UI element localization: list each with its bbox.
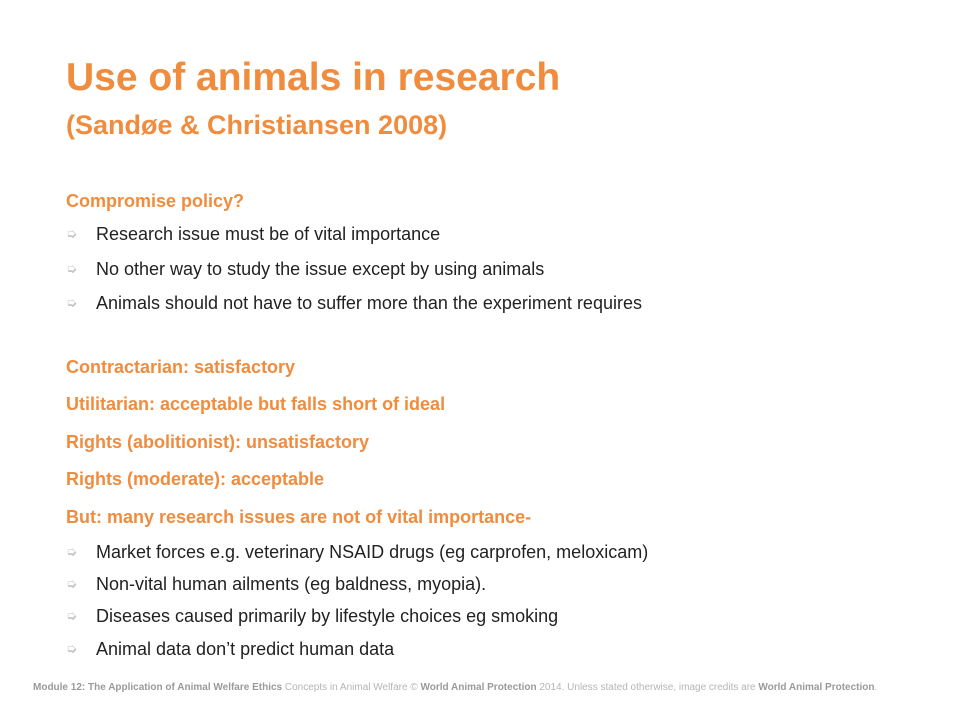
arrow-bullet-icon: ➭ [66, 608, 77, 623]
footer-credits: 2014. Unless stated otherwise, image credits are [536, 682, 759, 693]
arrow-bullet-icon: ➭ [66, 544, 77, 559]
footer-course: Concepts in Animal Welfare © [282, 682, 421, 693]
list-item-text: Non-vital human ailments (eg baldness, myopia). [96, 574, 487, 594]
slide-subtitle: (Sandøe & Christiansen 2008) [66, 110, 448, 140]
footer-org: World Animal Protection [420, 682, 537, 693]
slide-footer [33, 681, 877, 695]
list-item-text: Diseases caused primarily by lifestyle choices eg smoking [96, 606, 559, 626]
footer-module: Module 12: The Application of Animal Welfare Ethics [33, 682, 283, 693]
evaluation-contractarian: Contractarian: satisfactory [66, 357, 296, 377]
list-item-text: Animal data don’t predict human data [96, 639, 395, 659]
evaluation-utilitarian: Utilitarian: acceptable but falls short of ideal [66, 394, 446, 414]
list-item [66, 572, 486, 596]
list-item-text: Market forces e.g. veterinary NSAID drugs (eg carprofen, meloxicam) [96, 542, 649, 562]
arrow-bullet-icon: ➭ [66, 295, 77, 310]
list-item [66, 604, 558, 628]
arrow-bullet-icon: ➭ [66, 226, 77, 241]
section-heading-vital-importance: But: many research issues are not of vital importance- [66, 507, 532, 527]
list-item [66, 257, 544, 281]
list-item-text: Research issue must be of vital importance [96, 224, 441, 244]
list-item [66, 540, 648, 564]
footer-org-credit: World Animal Protection [758, 682, 875, 693]
arrow-bullet-icon: ➭ [66, 261, 77, 276]
list-item-text: Animals should not have to suffer more than the experiment requires [96, 293, 642, 313]
list-item [66, 222, 440, 246]
list-item-text: No other way to study the issue except by using animals [96, 259, 545, 279]
list-item [66, 637, 394, 661]
arrow-bullet-icon: ➭ [66, 641, 77, 656]
evaluation-rights-abolitionist: Rights (abolitionist): unsatisfactory [66, 432, 370, 452]
footer-end: . [874, 682, 878, 693]
section-heading-compromise: Compromise policy? [66, 191, 245, 211]
arrow-bullet-icon: ➭ [66, 576, 77, 591]
slide-title: Use of animals in research [66, 56, 561, 99]
evaluation-rights-moderate: Rights (moderate): acceptable [66, 469, 325, 489]
list-item [66, 291, 642, 315]
